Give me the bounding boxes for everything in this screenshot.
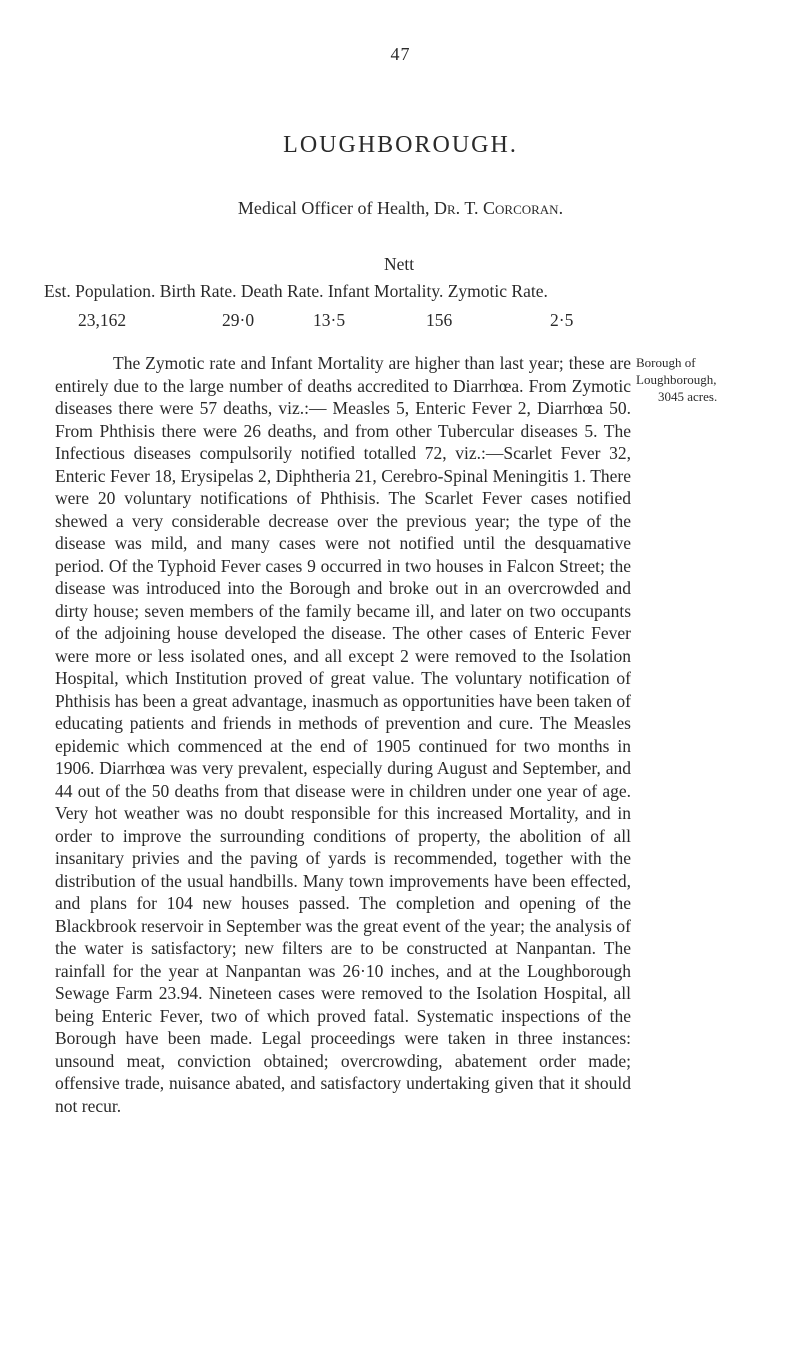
margin-note-line: Borough of [636,355,696,370]
medical-officer-name: Dr. T. Corcoran. [434,198,564,218]
margin-note-line: Loughborough, [636,372,717,387]
page-title: LOUGHBOROUGH. [283,132,518,158]
death-rate-value: 13·5 [313,310,346,330]
zymotic-rate-value: 2·5 [550,310,574,330]
est-population-value: 23,162 [78,310,127,330]
statistics-headers: Est. Population. Birth Rate. Death Rate. Infant Mortality. Zymotic Rate. [44,281,548,301]
nett-label: Nett [384,254,415,274]
medical-officer-label: Medical Officer of Health, [237,198,430,218]
report-body-paragraph: The Zymotic rate and Infant Mortality are higher than last year; these are entirely due to the large number of deaths accredited to Diarrhœa. From Zymotic diseases there were 57 deaths, viz.:— Measles 5, Enteric Fever 2, Diarrhœa 50. From Phthisis there were 26 deaths, and from other Tubercular diseases 5. The Infectious diseases compulsorily notified totalled 72, viz.:—Scarlet Fever 32, Enteric Fever 18, Erysipelas 2, Diphtheria 21, Cerebro-Spinal Meningitis 1. There were 20 voluntary notifications of Phthisis. The Scarlet Fever cases notified shewed a very considerable decrease over the previous year; the type of the disease was mild, and many cases were not notified until the desquamative period. Of the Typhoid Fever cases 9 occurred in two houses in Falcon Street; the disease was introduced into the Borough and broke out in an overcrowded and dirty house; seven members of the family became ill, and later on two occupants of the adjoining house developed the disease. The other cases of Enteric Fever were more or less isolated ones, and all except 2 were removed to the Isolation Hospital, which Institution proved of great value. The voluntary notification of Phthisis has been a great advantage, inasmuch as opportunities have been taken of educating patients and friends in methods of prevention and cure. The Measles epidemic which commenced at the end of 1905 continued for two months in 1906. Diarrhœa was very prevalent, especially during August and September, and 44 out of the 50 deaths from that disease were in children under one year of age. Very hot weather was no doubt responsible for this increased Mortality, and in order to improve the surrounding conditions of property, the abolition of all insanitary privies and the paving of yards is recommended, together with the distribution of the usual handbills. Many town improvements have been effected, and plans for 104 new houses passed. The completion and opening of the Blackbrook reservoir in September was the great event of the year; the analysis of the water is satisfactory; new filters are to be constructed at Nanpantan. The rainfall for the year at Nanpantan was 26·10 inches, and at the Loughborough Sewage Farm 23.94. Nineteen cases were removed to the Isolation Hospital, all being Enteric Fever, two of which proved fatal. Systematic inspections of the Borough have been made. Legal proceedings were taken in three instances: unsound meat, conviction obtained; overcrowding, abatement order made; offensive trade, nuisance abated, and satisfactory undertaking given that it should not recur. [55,353,631,1116]
margin-note-line: 3045 acres. [658,389,718,404]
statistics-values-row [44,310,684,334]
margin-note [636,354,801,405]
medical-officer-line [0,198,801,219]
birth-rate-value: 29·0 [222,310,255,330]
infant-mortality-value: 156 [426,310,453,330]
page-number: 47 [390,44,411,64]
